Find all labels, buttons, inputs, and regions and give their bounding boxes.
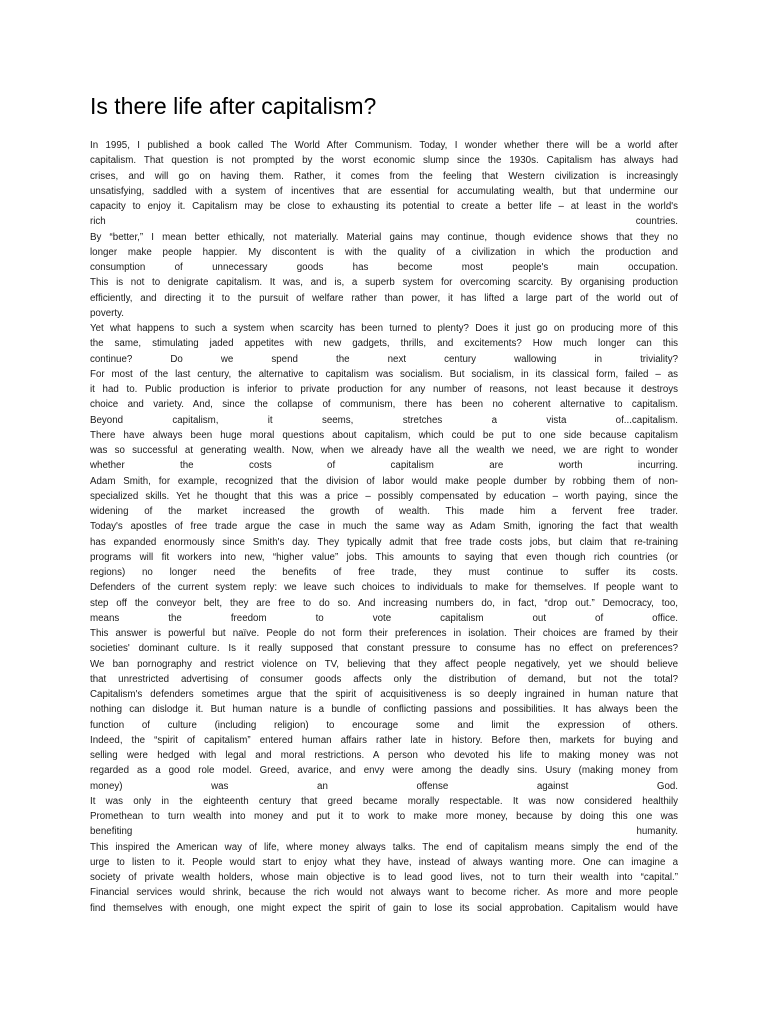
body-text-line: find themselves with enough, one might expect the spirit of gain to lose its social approbation. Capitalism would have xyxy=(90,902,678,914)
body-text-line: longer make people happier. My discontent is with the quality of a civilization in which the production and xyxy=(90,246,678,258)
body-text-line: Today's apostles of free trade argue the case in much the same way as Adam Smith, ignoring the fact that wealth xyxy=(90,521,678,533)
body-text-line: rich countries. xyxy=(90,216,678,228)
body-text-line: that unrestricted advertising of consumer goods affects only the distribution of demand, but not the total? xyxy=(90,673,678,685)
body-text-line: We ban pornography and restrict violence on TV, believing that they affect people negatively, yet we should believe xyxy=(90,658,678,670)
body-text-line: By “better,” I mean better ethically, not materially. Material gains may continue, though evidence shows that they no xyxy=(90,231,678,243)
body-text-line: selling were hedged with legal and moral restrictions. A person who devoted his life to making money was not xyxy=(90,750,678,761)
body-text-line: was so successful at generating wealth. Now, when we already have all the wealth we need, we are right to wonder xyxy=(90,445,678,456)
body-text-line: step off the conveyor belt, they are free to do so. And increasing numbers do, in fact, “drop out.” Democracy, too, xyxy=(90,597,678,609)
body-text-line: capitalism. That question is not prompted by the worst economic slump since the 1930s. Capitalism has always had xyxy=(90,155,678,167)
body-text-line: programs will fit workers into new, “higher value” jobs. This amounts to saying that even though rich countries (or xyxy=(90,551,678,563)
body-text-line: benefiting humanity. xyxy=(90,826,678,838)
body-text-line: Yet what happens to such a system when scarcity has been turned to plenty? Does it just go on producing more of this xyxy=(90,323,678,334)
body-text-line: Adam Smith, for example, recognized that the division of labor would make people dumber by robbing them of non- xyxy=(90,475,678,487)
body-text-line: society of private wealth holders, whose main objective is to lead good lives, not to turn their wealth into “capital.” xyxy=(90,872,678,883)
body-text-line: nothing can dislodge it. But human nature is a bundle of conflicting passions and possibilities. It has always been the xyxy=(90,704,678,716)
body-text-line: capacity to enjoy it. Capitalism may be close to exhausting its potential to create a better life – at least in the world's xyxy=(90,201,678,212)
body-text-line: It was only in the eighteenth century that greed became morally respectable. It was now considered healthily xyxy=(90,795,678,807)
body-text-line: unsatisfying, saddled with a system of incentives that are essential for accumulating wealth, but that undermine our xyxy=(90,185,678,197)
body-text-line: consumption of unnecessary goods has become most people's main occupation. xyxy=(90,262,678,273)
body-text-line: regions) no longer need the benefits of free trade, they must continue to suffer its costs. xyxy=(90,567,678,578)
body-text-line: means the freedom to vote capitalism out of office. xyxy=(90,612,678,624)
body-text-line: choice and variety. And, since the collapse of communism, there has been no coherent alternative to capitalism. xyxy=(90,399,678,411)
body-text-line: Financial services would shrink, because the rich would not always want to become richer. As more and more people xyxy=(90,887,678,899)
body-text-line: urge to listen to it. People would start to enjoy what they have, instead of always wanting more. One can imagine a xyxy=(90,856,678,868)
body-text-line: In 1995, I published a book called The World After Communism. Today, I wonder whether there will be a world after xyxy=(90,140,678,151)
body-text-line: societies' dominant culture. Is it really supposed that constant pressure to consume has no effect on preferences? xyxy=(90,643,678,655)
body-text-line: This is not to denigrate capitalism. It was, and is, a superb system for overcoming scarcity. By organising production xyxy=(90,277,678,289)
body-text-line: efficiently, and directing it to the pursuit of welfare rather than power, it has lifted a large part of the world out of xyxy=(90,292,678,304)
body-text-line: widening of the market increased the growth of wealth. This made him a fervent free trader. xyxy=(90,506,678,517)
body-text-line: continue? Do we spend the next century wallowing in triviality? xyxy=(90,353,678,365)
body-text-line: Defenders of the current system reply: we leave such choices to individuals to make for themselves. If people want to xyxy=(90,582,678,594)
body-text-line: This answer is powerful but naïve. People do not form their preferences in isolation. Their choices are framed by their xyxy=(90,628,678,639)
document-title: Is there life after capitalism? xyxy=(90,93,377,119)
body-text-line: Indeed, the “spirit of capitalism” entered human affairs rather late in history. Before then, markets for buying and xyxy=(90,734,678,746)
body-text-line: specialized skills. Yet he thought that this was a price – possibly compensated by education – worth paying, since the xyxy=(90,490,678,502)
body-text-line: regarded as a good role model. Greed, avarice, and envy were among the deadly sins. Usury (making money from xyxy=(90,765,678,777)
body-text-line: For most of the last century, the alternative to capitalism was socialism. But socialism, in its classical form, failed – as xyxy=(90,368,678,380)
body-text-line: it had to. Public production is inferior to private production for any number of reasons, not least because it destroys xyxy=(90,384,678,395)
body-text-line: poverty. xyxy=(90,307,124,319)
body-text-line: Beyond capitalism, it seems, stretches a vista of...capitalism. xyxy=(90,414,678,426)
body-text-line: the same, stimulating jaded appetites with new gadgets, thrills, and excitements? How much longer can this xyxy=(90,338,678,350)
body-text-line: This inspired the American way of life, where money always talks. The end of capitalism means simply the end of the xyxy=(90,841,678,853)
body-text-line: has expanded enormously since Smith's day. They typically admit that free trade costs jobs, but claim that re-training xyxy=(90,536,678,548)
body-text-line: crises, and will go on having them. Rather, it comes from the feeling that Western civilization is increasingly xyxy=(90,170,678,182)
document-body xyxy=(90,138,678,916)
body-text-line: money) was an offense against God. xyxy=(90,780,678,792)
body-text-line: whether the costs of capitalism are worth incurring. xyxy=(90,460,678,472)
body-text-line: There have always been huge moral questions about capitalism, which could be put to one side because capitalism xyxy=(90,429,678,441)
body-text-line: Promethean to turn wealth into money and put it to work to make more money, because by doing this one was xyxy=(90,811,678,822)
body-text-line: function of culture (including religion) to encourage some and limit the expression of others. xyxy=(90,719,678,731)
body-text-line: Capitalism's defenders sometimes argue that the spirit of acquisitiveness is so deeply ingrained in human nature that xyxy=(90,689,678,700)
